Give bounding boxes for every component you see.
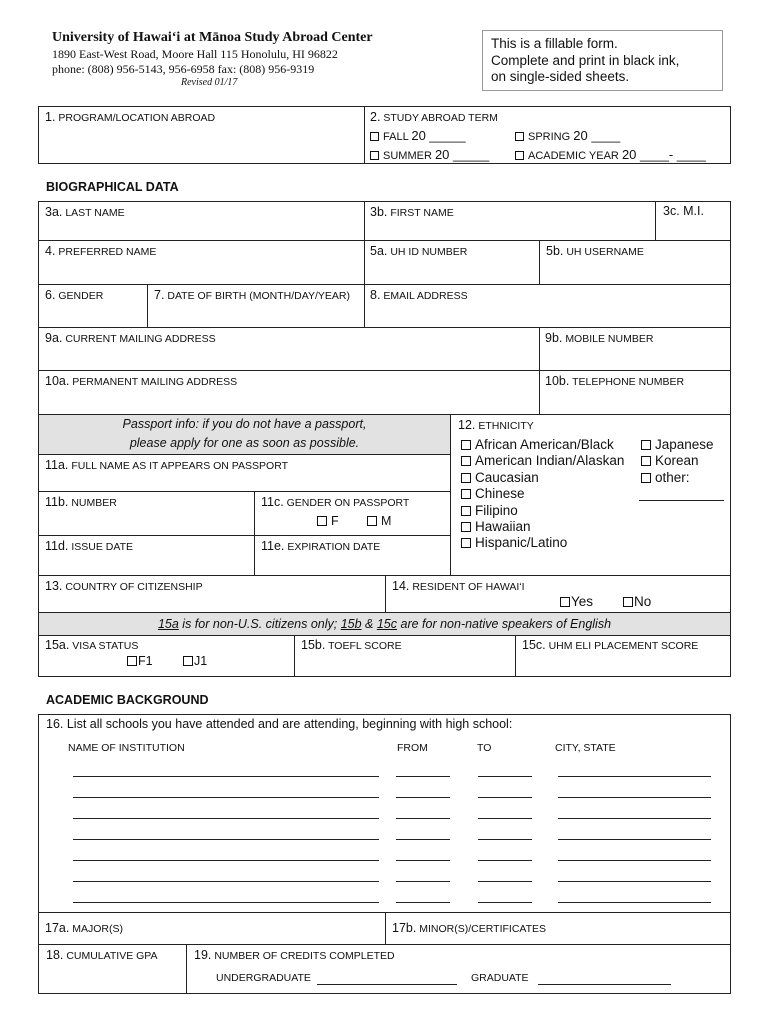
j1-label: J1 [194, 654, 208, 668]
ethnicity-option-label: Hawaiian [475, 519, 531, 534]
gpa-label: CUMULATIVE GPA [66, 950, 158, 962]
telephone-label: TELEPHONE NUMBER [572, 376, 685, 388]
spring-year: 20 ____ [573, 128, 621, 143]
ethnicity-option-label: African American/Black [475, 437, 614, 452]
field-number: 17a. [45, 921, 70, 935]
ethnicity-field [450, 414, 731, 576]
majors-label: MAJOR(S) [72, 923, 124, 935]
passport-expiration-date-field[interactable] [254, 535, 451, 576]
institution-name-input[interactable] [73, 902, 379, 903]
field-number: 1. [45, 110, 56, 124]
schools-instructions: 16. List all schools you have attended and are attending, beginning with high school: [46, 717, 513, 731]
spring-checkbox[interactable] [515, 132, 524, 141]
ethnicity-option-chinese[interactable] [461, 486, 525, 501]
fall-checkbox[interactable] [370, 132, 379, 141]
ethnicity-checkbox[interactable] [461, 538, 471, 548]
yes-checkbox[interactable] [560, 597, 570, 607]
field-number: 9a. [45, 331, 63, 345]
majors-field[interactable] [38, 912, 386, 945]
ethnicity-option-label: Hispanic/Latino [475, 535, 568, 550]
uh-id-label: UH ID NUMBER [390, 246, 468, 258]
passport-info-banner [38, 414, 451, 455]
passport-issue-date-field[interactable] [38, 535, 255, 576]
field-number: 15b. [301, 638, 326, 652]
ethnicity-option-other[interactable] [641, 470, 690, 485]
passport-full-name-field[interactable] [38, 454, 451, 492]
no-label: No [634, 594, 652, 609]
institution-name-input[interactable] [73, 818, 379, 819]
field-number: 9b. [545, 331, 563, 345]
no-checkbox[interactable] [623, 597, 633, 607]
note-text-2: are for non-native speakers of English [397, 617, 612, 631]
preferred-name-field[interactable] [38, 240, 365, 285]
field-number: 2. [370, 110, 381, 124]
biographical-heading: BIOGRAPHICAL DATA [46, 180, 179, 194]
spring-label: SPRING [528, 131, 571, 143]
city-state-input[interactable] [558, 860, 711, 861]
summer-checkbox[interactable] [370, 151, 379, 160]
current-address-label: CURRENT MAILING ADDRESS [65, 333, 216, 345]
passport-gender-label: GENDER ON PASSPORT [286, 497, 410, 509]
resident-no-option[interactable] [623, 594, 651, 609]
city-state-input[interactable] [558, 839, 711, 840]
field-number: 12. [458, 418, 476, 432]
ethnicity-option-label: American Indian/Alaskan [475, 453, 625, 468]
field-number: 8. [370, 288, 381, 302]
eli-label: UHM ELI PLACEMENT SCORE [548, 640, 699, 652]
institution-name-input[interactable] [73, 881, 379, 882]
non-us-citizens-banner [38, 612, 731, 636]
first-name-field[interactable] [364, 201, 656, 241]
f-checkbox[interactable] [317, 516, 327, 526]
from-input[interactable] [396, 902, 450, 903]
field-number: 5a. [370, 244, 388, 258]
summer-year: 20 _____ [434, 147, 490, 162]
city-state-input[interactable] [558, 797, 711, 798]
center-address: 1890 East-West Road, Moore Hall 115 Honolulu, HI 96822 [52, 47, 338, 61]
preferred-name-label: PREFERRED NAME [58, 246, 157, 258]
passport-info-line-2: please apply for one as soon as possible. [129, 436, 360, 450]
passport-name-label: FULL NAME AS IT APPEARS ON PASSPORT [71, 460, 289, 472]
mobile-number-label: MOBILE NUMBER [565, 333, 654, 345]
last-name-label: LAST NAME [65, 207, 125, 219]
permanent-mailing-address-field[interactable] [38, 370, 540, 415]
ethnicity-label: ETHNICITY [478, 420, 534, 432]
ethnicity-checkbox[interactable] [641, 440, 651, 450]
form-title: University of Hawaiʻi at Mānoa Study Abroad Center [52, 30, 373, 45]
email-field[interactable] [364, 284, 731, 328]
program-label: PROGRAM/LOCATION ABROAD [58, 112, 216, 124]
ethnicity-option-label: other: [655, 470, 690, 485]
passport-gender-f-option[interactable] [317, 514, 339, 528]
telephone-number-field[interactable] [539, 370, 731, 415]
program-location-field[interactable] [38, 106, 365, 164]
field-number: 5b. [546, 244, 564, 258]
field-number: 6. [45, 288, 56, 302]
date-of-birth-field[interactable] [147, 284, 365, 328]
middle-initial-label: 3c. M.I. [663, 204, 704, 218]
to-input[interactable] [478, 776, 532, 777]
from-input[interactable] [396, 839, 450, 840]
note-ref-15a: 15a [157, 617, 179, 631]
institution-name-input[interactable] [73, 776, 379, 777]
field-number: 11a. [45, 458, 69, 472]
graduate-credits-input[interactable] [538, 984, 671, 985]
ethnicity-checkbox[interactable] [461, 522, 471, 532]
non-us-note [39, 617, 730, 631]
ethnicity-option-japanese[interactable] [641, 437, 714, 452]
ethnicity-other-input[interactable] [639, 500, 724, 501]
visa-status-label: VISA STATUS [72, 640, 139, 652]
note-ref-15b: 15b [340, 617, 362, 631]
gender-label: GENDER [58, 290, 104, 302]
uh-username-label: UH USERNAME [566, 246, 644, 258]
field-number: 17b. [392, 921, 417, 935]
from-input[interactable] [396, 776, 450, 777]
f1-label: F1 [138, 654, 153, 668]
first-name-label: FIRST NAME [390, 207, 454, 219]
expiration-date-label: EXPIRATION DATE [287, 541, 381, 553]
note-ref-15c: 15c [376, 617, 398, 631]
field-number: 18. [46, 948, 64, 962]
f1-checkbox[interactable] [127, 656, 137, 666]
field-number: 15c. [522, 638, 546, 652]
ethnicity-option-label: Caucasian [475, 470, 539, 485]
term-academic-year-option[interactable] [515, 147, 706, 162]
citizenship-label: COUNTRY OF CITIZENSHIP [65, 581, 203, 593]
to-input[interactable] [478, 839, 532, 840]
toefl-score-field[interactable] [294, 635, 516, 677]
field-number: 4. [45, 244, 56, 258]
field-number: 10a. [45, 374, 70, 388]
academic-heading: ACADEMIC BACKGROUND [46, 693, 209, 707]
graduate-label: GRADUATE [471, 972, 529, 984]
hawaii-resident-field [385, 575, 731, 613]
mobile-number-field[interactable] [539, 327, 731, 371]
field-number: 3b. [370, 205, 388, 219]
yes-label: Yes [571, 594, 594, 609]
ethnicity-option-filipino[interactable] [461, 503, 518, 518]
col-from-header: FROM [397, 742, 428, 754]
col-to-header: TO [477, 742, 492, 754]
to-input[interactable] [478, 860, 532, 861]
passport-info-line-1: Passport info: if you do not have a passport, [122, 417, 367, 431]
passport-gender-m-option[interactable] [367, 514, 391, 528]
note-line-3: on single-sided sheets. [491, 69, 630, 84]
note-text-1: is for non-U.S. citizens only; [178, 617, 341, 631]
study-abroad-term-field [364, 106, 731, 164]
to-input[interactable] [478, 797, 532, 798]
ethnicity-checkbox[interactable] [461, 489, 471, 499]
ethnicity-option-hawaiian[interactable] [461, 519, 531, 534]
col-city-state-header: CITY, STATE [555, 742, 616, 754]
city-state-input[interactable] [558, 881, 711, 882]
from-input[interactable] [396, 797, 450, 798]
note-line-2: Complete and print in black ink, [491, 52, 680, 68]
date-of-birth-label: DATE OF BIRTH (MONTH/DAY/YEAR) [167, 290, 350, 302]
ethnicity-checkbox[interactable] [461, 506, 471, 516]
term-fall-option[interactable] [370, 128, 466, 143]
field-number: 15a. [45, 638, 70, 652]
revision-date: Revised 01/17 [181, 77, 238, 88]
credits-completed-field [186, 944, 731, 994]
eli-placement-score-field[interactable] [515, 635, 731, 677]
field-number: 13. [45, 579, 63, 593]
visa-status-field [38, 635, 295, 677]
center-phone: phone: (808) 956-5143, 956-6958 fax: (808) 956-9319 [52, 62, 315, 76]
resident-label: RESIDENT OF HAWAIʻI [412, 581, 525, 593]
ethnicity-checkbox[interactable] [641, 473, 651, 483]
city-state-input[interactable] [558, 818, 711, 819]
to-input[interactable] [478, 881, 532, 882]
ethnicity-checkbox[interactable] [461, 456, 471, 466]
from-input[interactable] [396, 818, 450, 819]
gender-on-passport-field [254, 491, 451, 536]
field-number: 11b. [45, 495, 69, 509]
schools-attended-field [38, 714, 731, 913]
institution-name-input[interactable] [73, 797, 379, 798]
term-label: STUDY ABROAD TERM [383, 112, 498, 124]
email-label: EMAIL ADDRESS [383, 290, 468, 302]
academic-year-label: ACADEMIC YEAR [528, 150, 619, 162]
country-of-citizenship-field[interactable] [38, 575, 386, 613]
field-number: 10b. [545, 374, 570, 388]
visa-j1-option[interactable] [183, 654, 207, 668]
fall-year: 20 _____ [411, 128, 466, 143]
academic-year-value: 20 ____- ____ [621, 147, 706, 162]
gender-field[interactable] [38, 284, 148, 328]
summer-label: SUMMER [383, 150, 432, 162]
uh-id-field[interactable] [364, 240, 540, 285]
f-label: F [331, 514, 339, 528]
ethnicity-checkbox[interactable] [641, 456, 651, 466]
institution-name-input[interactable] [73, 860, 379, 861]
permanent-address-label: PERMANENT MAILING ADDRESS [72, 376, 238, 388]
note-ampersand: & [361, 617, 377, 631]
field-number: 7. [154, 288, 165, 302]
toefl-label: TOEFL SCORE [328, 640, 402, 652]
city-state-input[interactable] [558, 902, 711, 903]
fillable-note [482, 30, 723, 91]
col-institution-header: NAME OF INSTITUTION [68, 742, 185, 754]
ethnicity-option-label: Filipino [475, 503, 518, 518]
to-input[interactable] [478, 902, 532, 903]
j1-checkbox[interactable] [183, 656, 193, 666]
ethnicity-option-label: Korean [655, 453, 699, 468]
current-mailing-address-field[interactable] [38, 327, 540, 371]
field-number: 19. [194, 948, 212, 962]
resident-yes-option[interactable] [560, 594, 593, 609]
minors-label: MINOR(S)/CERTIFICATES [419, 923, 547, 935]
term-summer-option[interactable] [370, 147, 489, 162]
ethnicity-option-hispanic[interactable] [461, 535, 567, 550]
field-number: 3a. [45, 205, 63, 219]
ethnicity-checkbox[interactable] [461, 440, 471, 450]
field-number: 11e. [261, 539, 285, 553]
credits-label: NUMBER OF CREDITS COMPLETED [214, 950, 395, 962]
field-number: 14. [392, 579, 410, 593]
m-checkbox[interactable] [367, 516, 377, 526]
visa-f1-option[interactable] [127, 654, 153, 668]
term-spring-option[interactable] [515, 128, 620, 143]
fall-label: FALL [383, 131, 409, 143]
ethnicity-option-label: Japanese [655, 437, 714, 452]
ethnicity-option-american-indian[interactable] [461, 453, 624, 468]
city-state-input[interactable] [558, 776, 711, 777]
from-input[interactable] [396, 881, 450, 882]
ethnicity-checkbox[interactable] [461, 473, 471, 483]
minors-certificates-field[interactable] [385, 912, 731, 945]
m-label: M [381, 514, 392, 528]
undergraduate-credits-input[interactable] [317, 984, 457, 985]
undergraduate-label: UNDERGRADUATE [216, 972, 311, 984]
institution-name-input[interactable] [73, 839, 379, 840]
uh-username-field[interactable] [539, 240, 731, 285]
note-line-1: This is a fillable form. [491, 36, 618, 51]
cumulative-gpa-field[interactable] [38, 944, 187, 994]
to-input[interactable] [478, 818, 532, 819]
academic-year-checkbox[interactable] [515, 151, 524, 160]
field-number: 11c. [261, 495, 284, 509]
passport-number-label: NUMBER [71, 497, 117, 509]
ethnicity-option-label: Chinese [475, 486, 525, 501]
issue-date-label: ISSUE DATE [71, 541, 133, 553]
last-name-field[interactable] [38, 201, 365, 241]
middle-initial-field[interactable] [655, 201, 731, 241]
ethnicity-option-korean[interactable] [641, 453, 699, 468]
from-input[interactable] [396, 860, 450, 861]
ethnicity-option-caucasian[interactable] [461, 470, 539, 485]
passport-number-field[interactable] [38, 491, 255, 536]
ethnicity-option-african-american[interactable] [461, 437, 614, 452]
field-number: 11d. [45, 539, 69, 553]
